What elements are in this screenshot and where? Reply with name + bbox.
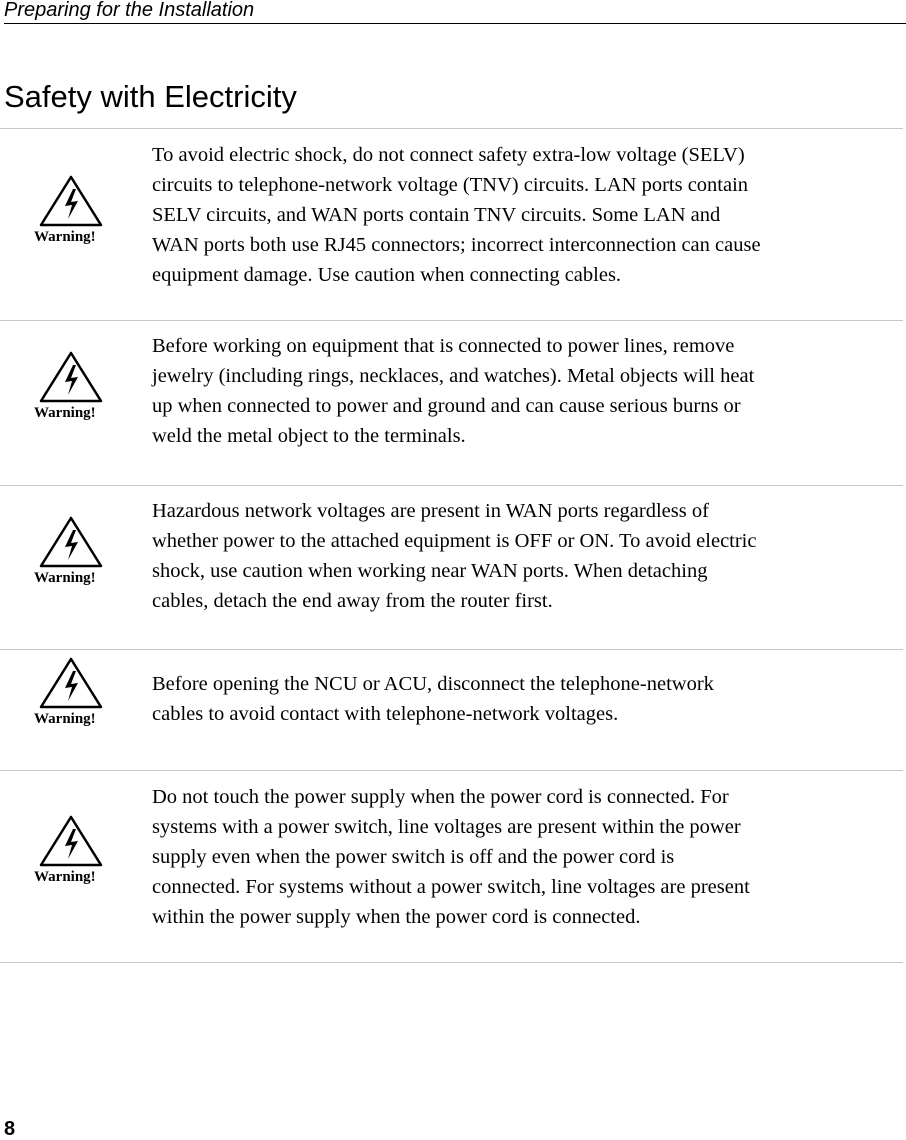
warning-text: Hazardous network voltages are present in WAN ports regardless of whether power to the attached equipment is OFF or ON. To avoid electric shock, use caution when working near WAN ports. When detaching cables, detach the end away from the router first. bbox=[152, 500, 757, 612]
warning-text: To avoid electric shock, do not connect safety extra-low voltage (SELV) circuits to telephone-network voltage (TNV) circuits. LAN ports contain SELV circuits, and WAN ports contain TNV circuits. Some LAN and WAN ports both use RJ45 connectors; incorrect interconnection can cause equipment damage. Use caution when connecting cables. bbox=[152, 144, 761, 286]
warning-icon-group bbox=[34, 174, 112, 245]
warning-block bbox=[0, 128, 906, 320]
electric-shock-warning-icon bbox=[39, 515, 103, 569]
warning-text: Do not touch the power supply when the power cord is connected. For systems with a power switch, line voltages are present within the power supply even when the power switch is off and the power cord is connected. For systems without a power switch, line voltages are present within the power supply when the power cord is connected. bbox=[152, 786, 750, 928]
divider bbox=[0, 962, 903, 963]
warning-block bbox=[0, 770, 906, 962]
section-title: Safety with Electricity bbox=[4, 79, 297, 114]
running-header: Preparing for the Installation bbox=[4, 0, 906, 24]
electric-shock-warning-icon bbox=[39, 656, 103, 710]
warning-label: Warning! bbox=[34, 711, 96, 727]
warning-label: Warning! bbox=[34, 869, 96, 885]
electric-shock-warning-icon bbox=[39, 174, 103, 228]
warning-label: Warning! bbox=[34, 570, 96, 586]
warning-text: Before opening the NCU or ACU, disconnect the telephone-network cables to avoid contact with telephone-network voltages. bbox=[152, 673, 714, 725]
electric-shock-warning-icon bbox=[39, 814, 103, 868]
warning-block bbox=[0, 320, 906, 485]
page-number: 8 bbox=[4, 1118, 16, 1140]
warning-text: Before working on equipment that is connected to power lines, remove jewelry (including rings, necklaces, and watches). Metal objects will heat up when connected to power and ground and can cause serious burns or weld the metal object to the terminals. bbox=[152, 335, 755, 447]
warning-icon-group bbox=[34, 515, 112, 586]
warning-label: Warning! bbox=[34, 405, 96, 421]
warning-icon-group bbox=[34, 656, 112, 727]
warning-block bbox=[0, 649, 906, 770]
warning-label: Warning! bbox=[34, 229, 96, 245]
warning-block bbox=[0, 485, 906, 649]
warning-icon-group bbox=[34, 350, 112, 421]
electric-shock-warning-icon bbox=[39, 350, 103, 404]
warning-icon-group bbox=[34, 814, 112, 885]
